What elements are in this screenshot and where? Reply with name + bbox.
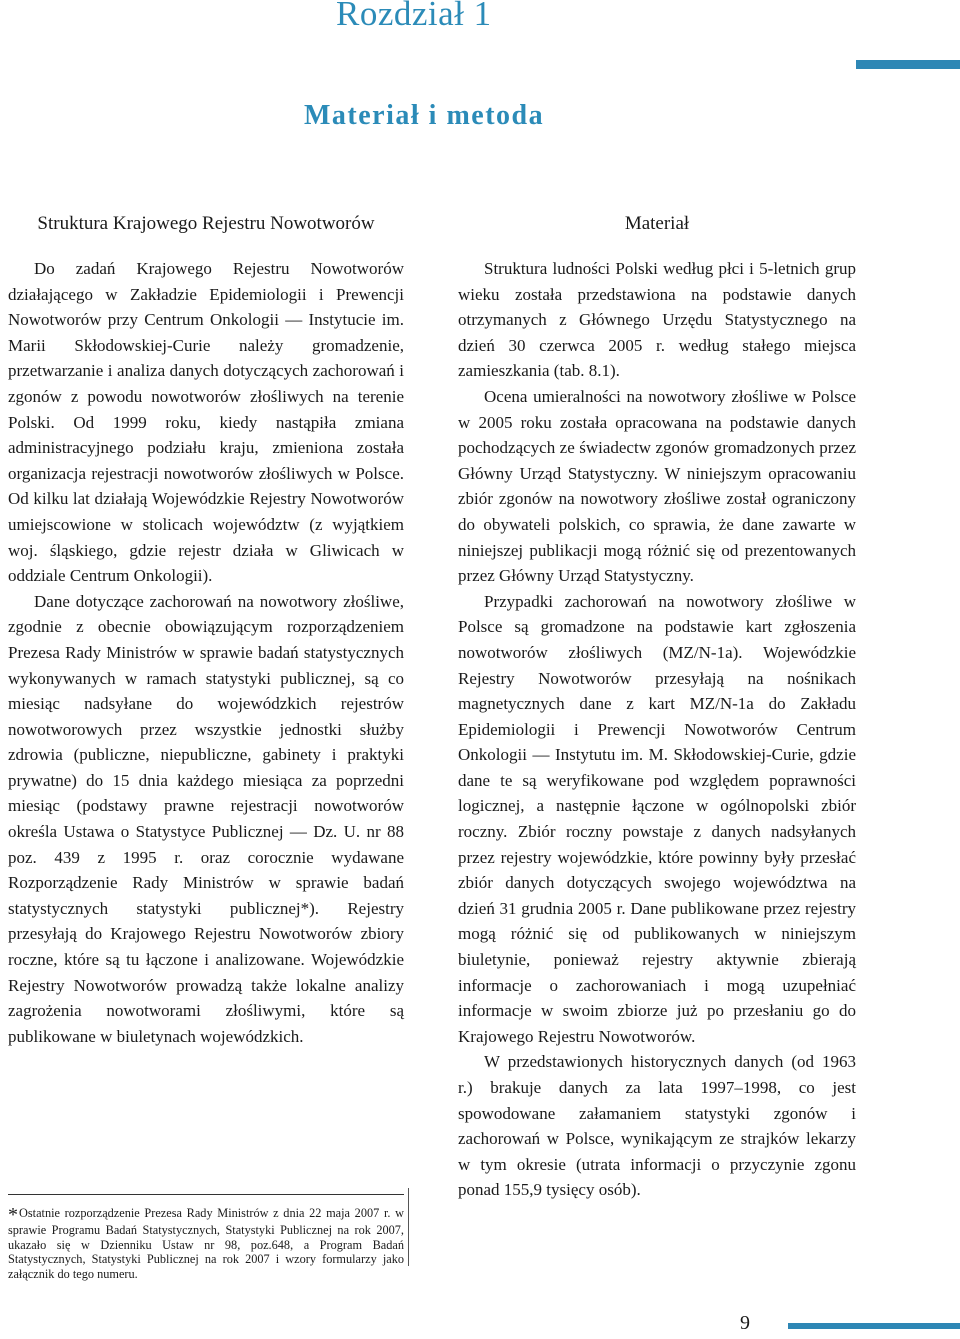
right-heading: Materiał (624, 213, 690, 234)
footer-accent-bar (788, 1323, 960, 1329)
chapter-title: Rozdział 1 (336, 0, 492, 33)
footnote-rule (8, 1194, 404, 1195)
footnote-text: Ostatnie rozporządzenie Prezesa Rady Ministrów z dnia 22 maja 2007 r. w sprawie Programu Badań Statystycznych, Statystyki Publicznej na rok 2007, ukazało się w Dzienniku Ustaw nr 98, poz.648, a Program Badań Statystycznych, Statystyki Publicznej na rok 2007 i wzory formularzy jako załącznik do tego numeru. (8, 1206, 404, 1282)
right-paragraph-1: Struktura ludności Polski według płci i 5-letnich grup wieku została przedstawiona na podstawie danych otrzymanych z Głównego Urzędu Statystycznego na dzień 30 czerwca 2005 r. według stałego miejsca zamieszkania (tab. 8.1). (458, 259, 856, 381)
column-divider (408, 1188, 409, 1266)
left-paragraph-2: Dane dotyczące zachorowań na nowotwory złośliwe, zgodnie z obecnie obowiązującym rozporządzeniem Prezesa Rady Ministrów w sprawie badań statystycznych wykonywanych w ramach statystyki publicznej, są co miesiąc nadsyłane do wojewódzkich rejestrów nowotworowych przez wszystkie jednostki służby zdrowia (publiczne, niepubliczne, gabinety i praktyki prywatne) do 15 dnia każdego miesiąca za poprzedni miesiąc (podstawy prawne rejestracji nowotworów określa Ustawa o Statystyce Publicznej — Dz. U. nr 88 poz. 439 z 1995 r. oraz corocznie wydawane Rozporządzenie Rady Ministrów w sprawie badań statystycznych statystyki publicznej*). Rejestry przesyłają do Krajowego Rejestru Nowotworów zbiory roczne, które są tu łączone i analizowane. Wojewódzkie Rejestry Nowotworów prowadzą także lokalne analizy zagrożenia nowotworami złośliwymi, które są publikowane w biuletynach wojewódzkich. (8, 591, 404, 1046)
left-heading: Struktura Krajowego Rejestru Nowotworów (37, 213, 375, 234)
right-paragraph-2: Ocena umieralności na nowotwory złośliwe w Polsce w 2005 roku została opracowana na podstawie danych pochodzących ze świadectw zgonów gromadzonych przez Główny Urząd Statystyczny. W niniejszym opracowaniu zbiór zgonów na nowotwory złośliwe został ograniczony do obywateli polskich, co sprawia, że dane zawarte w niniejszej publikacji mogą różnić się od prezentowanych przez Główny Urząd Statystyczny. (458, 386, 856, 586)
right-paragraph-4: W przedstawionych historycznych danych (od 1963 r.) brakuje danych za lata 1997–1998, co jest spowodowane załamaniem statystyki zgonów i zachorowań w Polsce, wynikającym ze strajków lekarzy w tym okresie (utrata informacji o przyczynie zgonu ponad 155,9 tysięcy osób). (458, 1052, 856, 1200)
page-number: 9 (740, 1312, 750, 1334)
right-column (458, 212, 856, 1203)
footnote (8, 1206, 404, 1282)
left-column (8, 212, 404, 1049)
section-title: Materiał i metoda (304, 100, 545, 131)
header-accent-bar (856, 60, 960, 69)
footnote-mark: * (8, 1204, 18, 1226)
left-paragraph-1: Do zadań Krajowego Rejestru Nowotworów działającego w Zakładzie Epidemiologii i Prewencji Nowotworów przy Centrum Onkologii — Instytucie im. Marii Skłodowskiej-Curie należy gromadzenie, przetwarzanie i analiza danych dotyczących zachorowań i zgonów z powodu nowotworów złośliwych na terenie Polski. Od 1999 roku, kiedy nastąpiła zmiana administracyjnego podziału kraju, zmieniona została organizacja rejestracji nowotworów złośliwych w Polsce. Od kilku lat działają Wojewódzkie Rejestry Nowotworów umiejscowione w stolicach województw (z wyjątkiem woj. śląskiego, gdzie rejestr działa w Gliwicach w oddziale Centrum Onkologii). (8, 259, 404, 586)
right-paragraph-3: Przypadki zachorowań na nowotwory złośliwe w Polsce są gromadzone na podstawie kart zgłoszenia nowotworów złośliwych (MZ/N-1a). Wojewódzkie Rejestry Nowotworów przesyłają na nośnikach magnetycznych dane z kart MZ/N-1a do Zakładu Epidemiologii i Prewencji Nowotworów Centrum Onkologii — Instytutu im. M. Skłodowskiej-Curie, gdzie dane te są weryfikowane pod względem poprawności logicznej, a następnie łączone w ogólnopolski zbiór roczny. Zbiór roczny powstaje z danych nadsyłanych przez rejestry wojewódzkie, które powinny były przesłać zbiór danych dotyczących swojego województwa na dzień 31 grudnia 2005 r. Dane publikowane przez rejestry mogą różnić się od publikowanych w niniejszym biuletynie, ponieważ rejestry aktywnie zbierają informacje o zachorowaniach i mogą uzupełniać informacje w swoim zbiorze już po przesłaniu go do Krajowego Rejestru Nowotworów. (458, 591, 856, 1046)
